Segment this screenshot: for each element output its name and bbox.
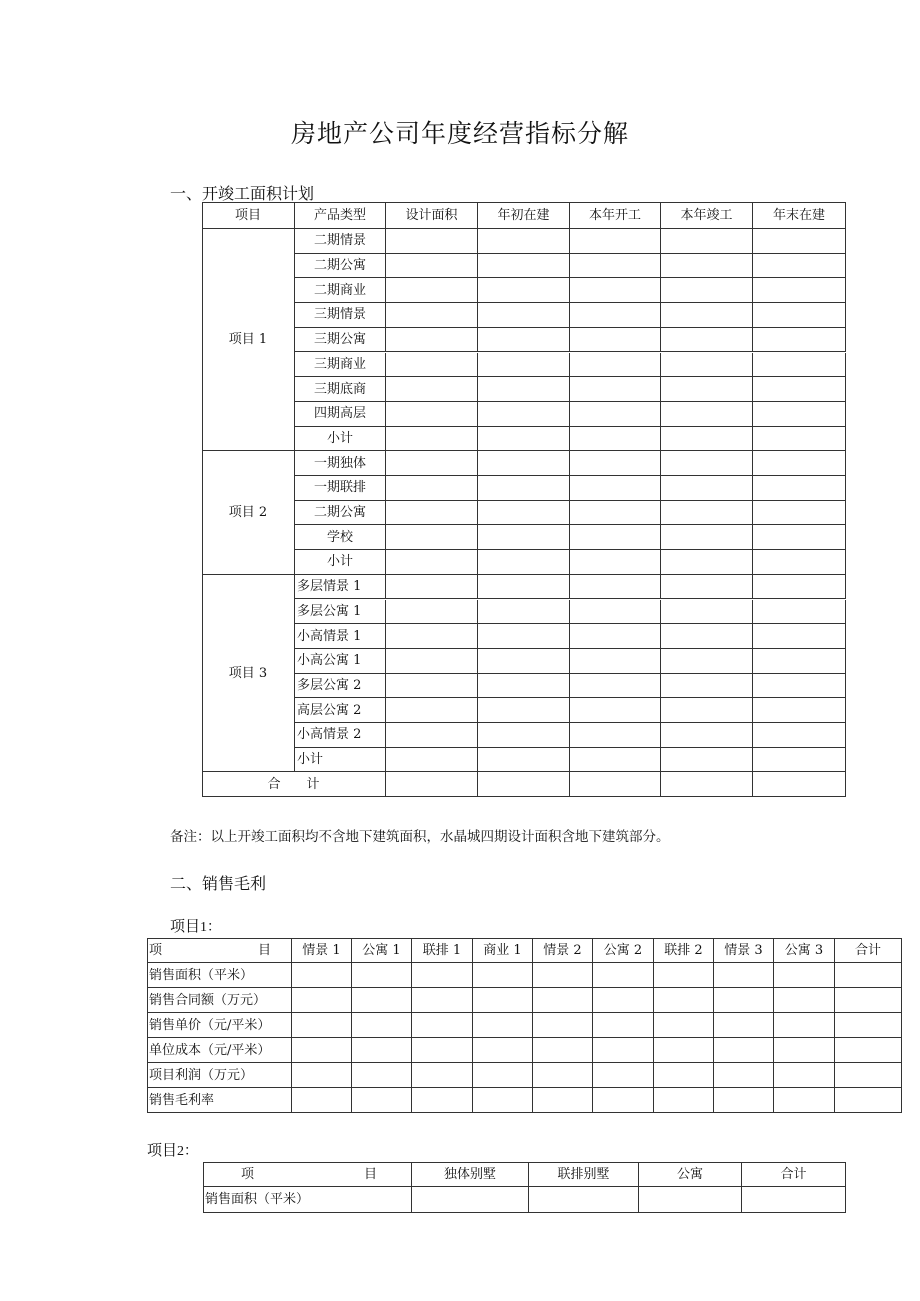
product-type-cell: 二期商业 [295, 278, 386, 303]
table-cell [570, 525, 661, 550]
table-cell [714, 1063, 774, 1088]
table-cell [714, 1088, 774, 1113]
column-header: 公寓 [639, 1162, 742, 1187]
row-header-corner [147, 938, 292, 963]
column-header: 合计 [835, 938, 902, 963]
row-label: 单位成本（元/平米） [147, 1038, 292, 1063]
table-cell [478, 254, 570, 279]
table-cell [533, 1038, 593, 1063]
table-cell [570, 229, 661, 254]
table-cell [533, 988, 593, 1013]
table-cell [478, 624, 570, 649]
table-cell [661, 748, 753, 773]
table-cell [412, 1038, 473, 1063]
table-cell [412, 1063, 473, 1088]
table-cell [386, 674, 478, 699]
table-cell [661, 550, 753, 575]
table-cell [412, 988, 473, 1013]
column-header: 商业 1 [473, 938, 533, 963]
table-cell [753, 353, 846, 378]
table-cell [473, 1088, 533, 1113]
table-cell [753, 772, 846, 797]
table-cell [386, 501, 478, 526]
table-cell [292, 1063, 352, 1088]
table-cell [412, 1187, 529, 1213]
table-cell [292, 1088, 352, 1113]
table-cell [292, 963, 352, 988]
project1-label: 项目1： [170, 917, 222, 935]
product-type-cell: 三期底商 [295, 377, 386, 402]
table-cell [714, 963, 774, 988]
table-cell [386, 427, 478, 452]
table-cell [386, 254, 478, 279]
table-cell [753, 575, 846, 600]
table-cell [352, 963, 412, 988]
table-cell [835, 1088, 902, 1113]
table-cell [753, 229, 846, 254]
table-cell [386, 698, 478, 723]
table-cell [473, 963, 533, 988]
corner-label-a: 项 [149, 942, 163, 958]
table-cell [386, 278, 478, 303]
table-cell [835, 1038, 902, 1063]
table-cell [753, 451, 846, 476]
product-type-cell: 一期独体 [295, 451, 386, 476]
table-cell [478, 674, 570, 699]
column-header: 设计面积 [386, 202, 478, 229]
table-cell [654, 1063, 714, 1088]
table-cell [570, 748, 661, 773]
table-cell [386, 525, 478, 550]
column-header: 年初在建 [478, 202, 570, 229]
table-cell [661, 328, 753, 353]
table-cell [570, 600, 661, 625]
table-cell [412, 1088, 473, 1113]
total-label: 合 计 [202, 772, 386, 797]
table-cell [593, 1088, 654, 1113]
table-cell [386, 550, 478, 575]
table-cell [753, 377, 846, 402]
column-header: 情景 1 [292, 938, 352, 963]
table-cell [835, 963, 902, 988]
table-cell [661, 254, 753, 279]
table-cell [835, 988, 902, 1013]
column-header: 本年开工 [570, 202, 661, 229]
table-cell [661, 451, 753, 476]
product-type-cell: 小计 [295, 550, 386, 575]
table-cell [753, 698, 846, 723]
table-cell [593, 1013, 654, 1038]
table-cell [570, 501, 661, 526]
table-cell [478, 303, 570, 328]
table-cell [753, 501, 846, 526]
table-cell [386, 328, 478, 353]
table-cell [661, 427, 753, 452]
product-type-cell: 小高情景 2 [295, 723, 386, 748]
table-cell [570, 427, 661, 452]
table-cell [661, 353, 753, 378]
table-cell [478, 772, 570, 797]
table-cell [570, 723, 661, 748]
table-cell [742, 1187, 846, 1213]
table-cell [570, 698, 661, 723]
table-cell [570, 328, 661, 353]
table-cell [352, 1088, 412, 1113]
product-type-cell: 多层公寓 2 [295, 674, 386, 699]
product-type-cell: 三期商业 [295, 353, 386, 378]
table-cell [478, 723, 570, 748]
table-cell [386, 353, 478, 378]
table-cell [386, 377, 478, 402]
table-cell [654, 1088, 714, 1113]
product-type-cell: 二期公寓 [295, 254, 386, 279]
table-cell [478, 353, 570, 378]
table-cell [386, 772, 478, 797]
table-cell [478, 278, 570, 303]
table-cell [570, 550, 661, 575]
table-cell [386, 624, 478, 649]
column-header: 联排 2 [654, 938, 714, 963]
table-cell [570, 402, 661, 427]
table-cell [661, 229, 753, 254]
column-header: 独体别墅 [412, 1162, 529, 1187]
table-cell [478, 229, 570, 254]
table-cell [292, 988, 352, 1013]
table-cell [478, 501, 570, 526]
column-header: 年末在建 [753, 202, 846, 229]
column-header: 产品类型 [295, 202, 386, 229]
column-header: 联排 1 [412, 938, 473, 963]
table-cell [570, 476, 661, 501]
table-cell [570, 575, 661, 600]
table-cell [478, 427, 570, 452]
row-label: 销售合同额（万元） [147, 988, 292, 1013]
column-header: 情景 3 [714, 938, 774, 963]
table-cell [478, 575, 570, 600]
table-cell [654, 963, 714, 988]
table-cell [570, 451, 661, 476]
table-cell [661, 575, 753, 600]
table-cell [593, 1038, 654, 1063]
row-label: 销售面积（平米） [147, 963, 292, 988]
table-cell [386, 476, 478, 501]
product-type-cell: 三期情景 [295, 303, 386, 328]
section1-heading: 一、开竣工面积计划 [170, 184, 315, 203]
table-cell [352, 1013, 412, 1038]
product-type-cell: 二期情景 [295, 229, 386, 254]
project-group-label: 项目 2 [202, 451, 295, 575]
table-cell [570, 353, 661, 378]
table-cell [714, 1038, 774, 1063]
table-cell [352, 1063, 412, 1088]
column-header: 公寓 3 [774, 938, 835, 963]
table-cell [533, 1063, 593, 1088]
table-cell [386, 229, 478, 254]
table-cell [570, 674, 661, 699]
product-type-cell: 学校 [295, 525, 386, 550]
corner-label-b: 目 [257, 942, 271, 958]
table-cell [352, 988, 412, 1013]
section2-heading: 二、销售毛利 [170, 874, 267, 893]
table-cell [753, 328, 846, 353]
table-cell [386, 402, 478, 427]
table-cell [661, 624, 753, 649]
product-type-cell: 小计 [295, 748, 386, 773]
table-cell [661, 402, 753, 427]
table-cell [478, 451, 570, 476]
column-header: 公寓 2 [593, 938, 654, 963]
row-header-corner [203, 1162, 412, 1187]
table-cell [714, 988, 774, 1013]
table-cell [774, 1013, 835, 1038]
project-group-label: 项目 1 [202, 229, 295, 451]
product-type-cell: 小高公寓 1 [295, 649, 386, 674]
table-cell [529, 1187, 639, 1213]
table-cell [386, 600, 478, 625]
table-cell [753, 476, 846, 501]
table-cell [478, 748, 570, 773]
table-cell [753, 624, 846, 649]
product-type-cell: 二期公寓 [295, 501, 386, 526]
product-type-cell: 小高情景 1 [295, 624, 386, 649]
table-cell [533, 1088, 593, 1113]
table-cell [570, 254, 661, 279]
table-cell [570, 649, 661, 674]
product-type-cell: 三期公寓 [295, 328, 386, 353]
table-cell [478, 525, 570, 550]
table-cell [478, 402, 570, 427]
product-type-cell: 四期高层 [295, 402, 386, 427]
table-cell [661, 698, 753, 723]
table-cell [661, 600, 753, 625]
column-header: 合计 [742, 1162, 846, 1187]
column-header: 项目 [202, 202, 295, 229]
table-cell [412, 1013, 473, 1038]
table-cell [593, 1063, 654, 1088]
table-cell [386, 649, 478, 674]
table-cell [292, 1038, 352, 1063]
table-cell [661, 377, 753, 402]
table-cell [473, 1013, 533, 1038]
table-cell [473, 1038, 533, 1063]
table-cell [478, 328, 570, 353]
table-cell [570, 772, 661, 797]
table-cell [774, 963, 835, 988]
table-cell [478, 698, 570, 723]
table-cell [386, 451, 478, 476]
project2-label: 项目2： [147, 1141, 199, 1159]
table-cell [412, 963, 473, 988]
table-cell [570, 278, 661, 303]
product-type-cell: 小计 [295, 427, 386, 452]
column-header: 公寓 1 [352, 938, 412, 963]
table-cell [753, 550, 846, 575]
table-cell [835, 1063, 902, 1088]
table-cell [753, 254, 846, 279]
table-cell [386, 723, 478, 748]
table-cell [570, 377, 661, 402]
table-cell [774, 1088, 835, 1113]
product-type-cell: 高层公寓 2 [295, 698, 386, 723]
table-cell [570, 624, 661, 649]
table-cell [570, 303, 661, 328]
table-cell [352, 1038, 412, 1063]
product-type-cell: 一期联排 [295, 476, 386, 501]
table-cell [533, 1013, 593, 1038]
row-label: 销售面积（平米） [203, 1187, 412, 1213]
row-label: 项目利润（万元） [147, 1063, 292, 1088]
table-cell [661, 649, 753, 674]
table-cell [654, 988, 714, 1013]
table-cell [292, 1013, 352, 1038]
table-cell [774, 1038, 835, 1063]
page-title: 房地产公司年度经营指标分解 [290, 119, 629, 148]
table-cell [753, 402, 846, 427]
product-type-cell: 多层公寓 1 [295, 600, 386, 625]
table-cell [753, 525, 846, 550]
table-cell [753, 303, 846, 328]
table-cell [835, 1013, 902, 1038]
table-cell [714, 1013, 774, 1038]
table-cell [661, 476, 753, 501]
table-cell [753, 649, 846, 674]
column-header: 情景 2 [533, 938, 593, 963]
table-cell [661, 303, 753, 328]
corner-label-a: 项 [241, 1166, 255, 1182]
table-cell [654, 1013, 714, 1038]
table-cell [774, 1063, 835, 1088]
table-cell [753, 427, 846, 452]
table-cell [654, 1038, 714, 1063]
product-type-cell: 多层情景 1 [295, 575, 386, 600]
column-header: 本年竣工 [661, 202, 753, 229]
table-cell [478, 476, 570, 501]
table-cell [661, 674, 753, 699]
table-cell [661, 278, 753, 303]
table-cell [386, 748, 478, 773]
table-cell [661, 772, 753, 797]
row-label: 销售毛利率 [147, 1088, 292, 1113]
table-cell [593, 988, 654, 1013]
table-cell [639, 1187, 742, 1213]
table-cell [661, 723, 753, 748]
table-cell [593, 963, 654, 988]
table-cell [533, 963, 593, 988]
corner-label-b: 目 [363, 1166, 377, 1182]
table-cell [478, 600, 570, 625]
project-group-label: 项目 3 [202, 575, 295, 773]
table-cell [386, 303, 478, 328]
table-cell [661, 501, 753, 526]
table-cell [753, 278, 846, 303]
table-cell [753, 600, 846, 625]
table-cell [661, 525, 753, 550]
table-cell [473, 1063, 533, 1088]
table-cell [386, 575, 478, 600]
table-cell [478, 550, 570, 575]
table-cell [473, 988, 533, 1013]
section1-note: 备注：以上开竣工面积均不含地下建筑面积，水晶城四期设计面积含地下建筑部分。 [170, 829, 670, 845]
table-cell [478, 649, 570, 674]
table-cell [753, 748, 846, 773]
column-header: 联排别墅 [529, 1162, 639, 1187]
table-cell [753, 674, 846, 699]
table-cell [774, 988, 835, 1013]
row-label: 销售单价（元/平米） [147, 1013, 292, 1038]
table-cell [478, 377, 570, 402]
table-cell [753, 723, 846, 748]
